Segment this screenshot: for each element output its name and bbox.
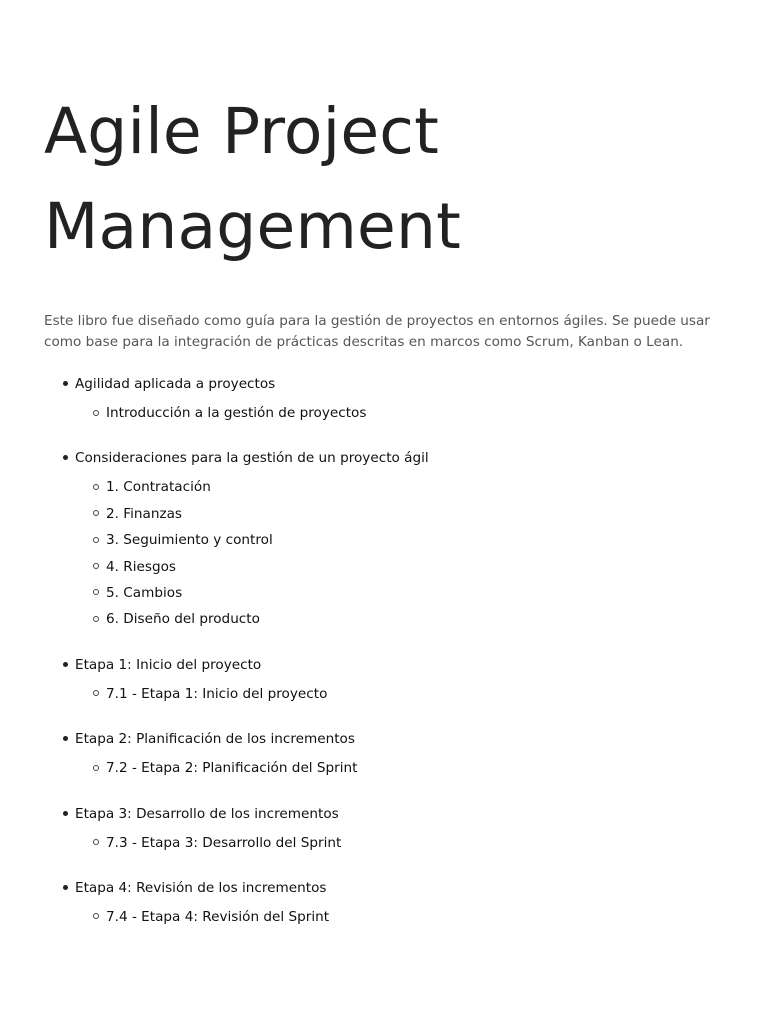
toc-chapter-item	[75, 503, 724, 529]
toc-chapter-link[interactable]: 2. Finanzas	[106, 505, 183, 522]
toc-chapter-link[interactable]: 4. Riesgos	[106, 558, 176, 575]
toc-sub-list	[75, 906, 724, 932]
toc-section-link[interactable]: Etapa 3: Desarrollo de los incrementos	[75, 805, 339, 822]
circle-bullet-icon	[93, 484, 99, 490]
circle-bullet-icon	[93, 616, 99, 622]
book-title	[44, 0, 724, 274]
circle-bullet-icon	[93, 913, 99, 919]
circle-bullet-icon	[93, 589, 99, 595]
toc-chapter-item	[75, 529, 724, 555]
toc-section	[44, 729, 724, 783]
toc-chapter-link[interactable]: 1. Contratación	[106, 479, 211, 496]
toc-section-link[interactable]: Etapa 2: Planificación de los incrementos	[75, 731, 355, 748]
circle-bullet-icon	[93, 690, 99, 696]
bullet-icon	[63, 736, 68, 741]
toc-chapter-link[interactable]: 7.1 - Etapa 1: Inicio del proyecto	[106, 685, 328, 702]
toc-chapter-item	[75, 608, 724, 634]
toc-chapter-link[interactable]: 7.3 - Etapa 3: Desarrollo del Sprint	[106, 834, 342, 851]
toc-chapter-item	[75, 757, 724, 783]
bullet-icon	[63, 885, 68, 890]
toc-sub-list	[75, 402, 724, 428]
toc-sub-list	[75, 476, 724, 634]
bullet-icon	[63, 811, 68, 816]
toc-chapter-item	[75, 402, 724, 428]
toc-chapter-link[interactable]: 7.2 - Etapa 2: Planificación del Sprint	[106, 760, 358, 777]
toc-sub-list	[75, 832, 724, 858]
circle-bullet-icon	[93, 510, 99, 516]
toc-section-link[interactable]: Etapa 1: Inicio del proyecto	[75, 656, 262, 673]
toc-chapter-item	[75, 906, 724, 932]
toc-section	[44, 878, 724, 932]
toc-chapter-item	[75, 476, 724, 502]
toc-section	[44, 448, 724, 634]
book-title-line-2: Management	[44, 190, 462, 263]
toc-chapter-item	[75, 582, 724, 608]
toc-section	[44, 804, 724, 858]
toc-chapter-link[interactable]: 7.4 - Etapa 4: Revisión del Sprint	[106, 908, 330, 925]
toc-chapter-item	[75, 556, 724, 582]
toc-chapter-link[interactable]: Introducción a la gestión de proyectos	[106, 405, 367, 421]
toc-section	[44, 655, 724, 709]
circle-bullet-icon	[93, 839, 99, 845]
toc-chapter-link[interactable]: 5. Cambios	[106, 584, 183, 601]
toc-sub-list	[75, 757, 724, 783]
bullet-icon	[63, 662, 68, 667]
toc-section-link[interactable]: Consideraciones para la gestión de un proyecto ágil	[75, 450, 429, 467]
bullet-icon	[63, 455, 68, 460]
circle-bullet-icon	[93, 537, 99, 543]
toc-chapter-link[interactable]: 6. Diseño del producto	[106, 611, 260, 628]
toc-section	[44, 374, 724, 428]
toc-chapter-item	[75, 683, 724, 709]
table-of-contents	[44, 374, 724, 932]
toc-chapter-link[interactable]: 3. Seguimiento y control	[106, 532, 273, 549]
toc-section-link[interactable]: Etapa 4: Revisión de los incrementos	[75, 879, 327, 896]
toc-sub-list	[75, 683, 724, 709]
bullet-icon	[63, 381, 68, 386]
circle-bullet-icon	[93, 765, 99, 771]
toc-chapter-item	[75, 832, 724, 858]
circle-bullet-icon	[93, 410, 99, 416]
toc-section-link[interactable]: Agilidad aplicada a proyectos	[75, 376, 276, 392]
book-intro: Este libro fue diseñado como guía para la gestión de proyectos en entornos ágiles. Se puede usar como base para la integración de prácticas descritas en marcos como Scrum, Kanban o Lean.	[44, 313, 710, 350]
book-title-line-1: Agile Project	[44, 95, 440, 168]
circle-bullet-icon	[93, 563, 99, 569]
